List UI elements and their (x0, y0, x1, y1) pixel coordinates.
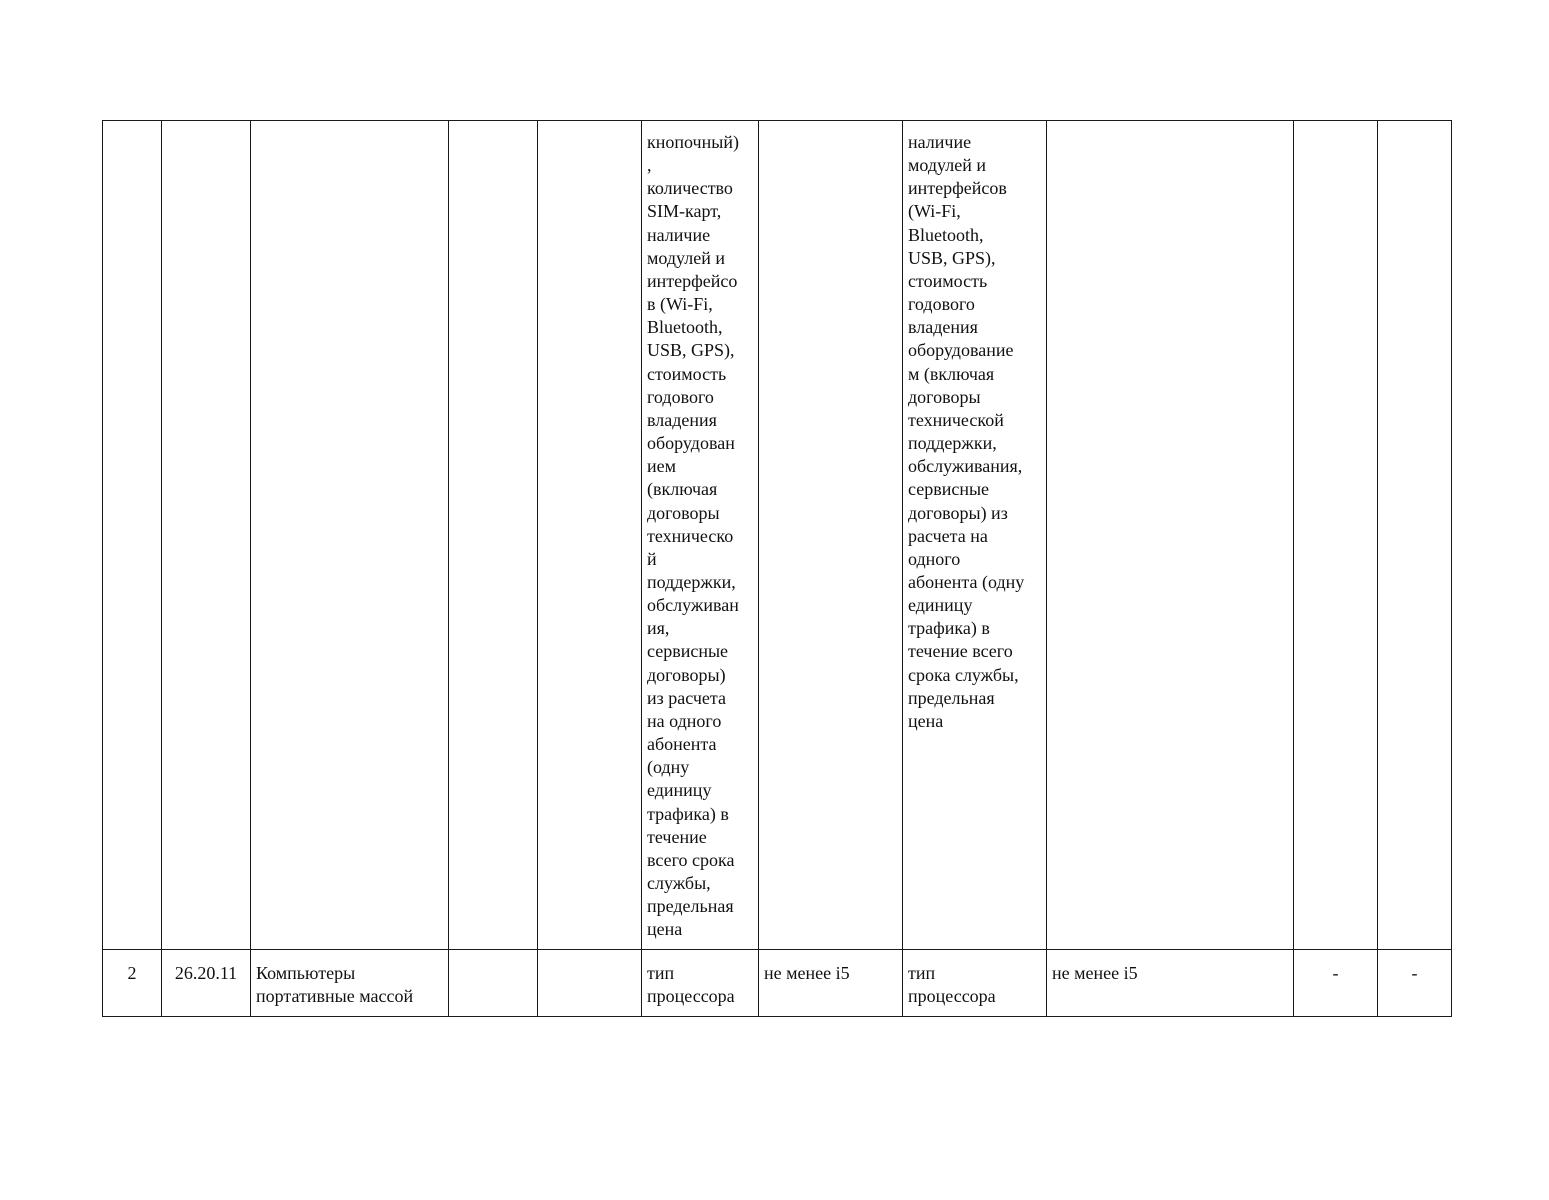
cell-name: Компьютеры портативные массой (251, 950, 449, 1017)
table-row-continuation (103, 121, 1452, 950)
cell-value-2 (1047, 121, 1294, 950)
cell-col5 (538, 950, 642, 1017)
cell-characteristic-2: тип процессора (903, 950, 1047, 1017)
cell-col4 (449, 950, 538, 1017)
cell-value-2: не менее i5 (1047, 950, 1294, 1017)
cell-col12: - (1378, 950, 1452, 1017)
cell-col12 (1378, 121, 1452, 950)
cell-code (162, 121, 251, 950)
cell-number: 2 (103, 950, 162, 1017)
requirements-table (102, 120, 1452, 1017)
cell-characteristics-2: наличие модулей и интерфейсов (Wi-Fi, Bluetooth, USB, GPS), стоимость годового владения оборудование м (включая договоры технической поддержки, обслуживания, сервисные договоры) из расчета на одного абонента (одну единицу трафика) в течение всего срока службы, предельная цена (903, 121, 1047, 950)
cell-value: не менее i5 (759, 950, 903, 1017)
cell-col11 (1294, 121, 1378, 950)
cell-name (251, 121, 449, 950)
cell-characteristics: кнопочный) , количество SIM-карт, наличие модулей и интерфейсо в (Wi-Fi, Bluetooth, USB, GPS), стоимость годового владения оборудован ием (включая договоры техническо й поддержки, обслуживан ия, сервисные договоры) из расчета на одного абонента (одну единицу трафика) в течение всего срока службы, предельная цена (642, 121, 759, 950)
cell-col5 (538, 121, 642, 950)
cell-value (759, 121, 903, 950)
cell-code: 26.20.11 (162, 950, 251, 1017)
cell-col4 (449, 121, 538, 950)
cell-number (103, 121, 162, 950)
cell-col11: - (1294, 950, 1378, 1017)
cell-characteristic: тип процессора (642, 950, 759, 1017)
table-row (103, 950, 1452, 1017)
